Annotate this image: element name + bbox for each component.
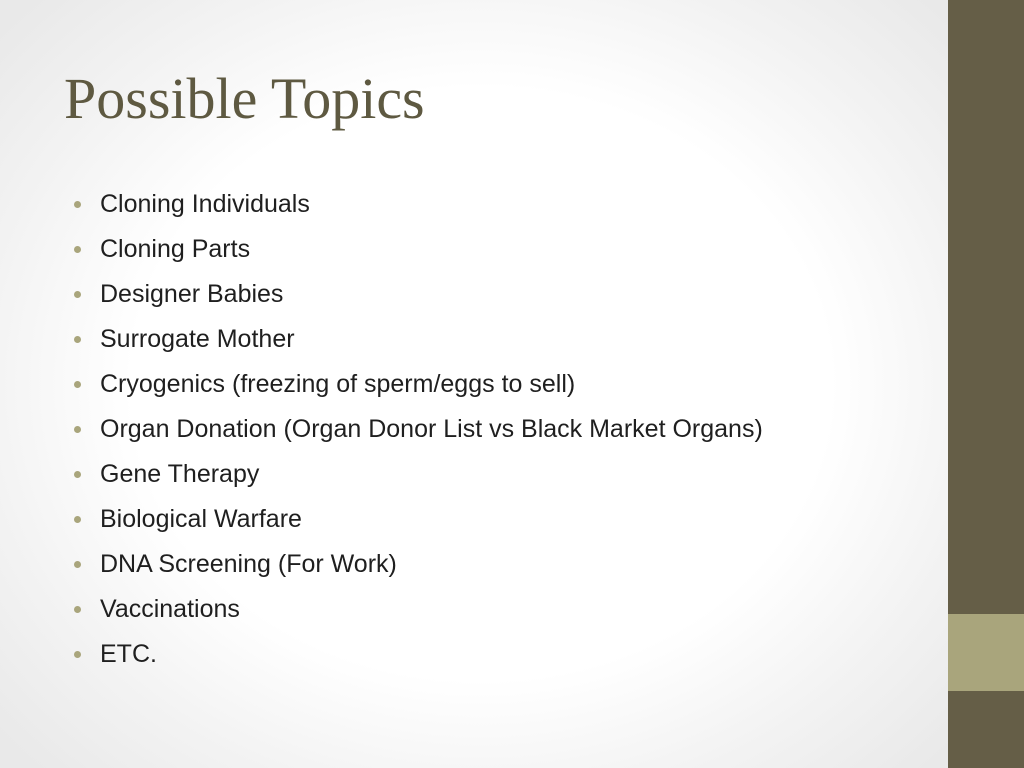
list-item [72,452,763,497]
list-item-text: Gene Therapy [100,460,260,488]
list-item-text: Cloning Parts [100,235,251,263]
slide-title: Possible Topics [64,66,425,131]
list-item [72,317,763,362]
list-item [72,407,763,452]
list-item [72,542,763,587]
bullet-icon [74,336,81,343]
list-item-text: Vaccinations [100,595,240,623]
bullet-icon [74,381,81,388]
topic-list [72,182,763,677]
list-item [72,272,763,317]
side-accent-block [948,614,1024,691]
bullet-icon [74,561,81,568]
bullet-icon [74,651,81,658]
list-item-text: DNA Screening (For Work) [100,550,397,578]
list-item-text: ETC. [100,640,157,668]
list-item-text: Cloning Individuals [100,190,310,218]
bullet-icon [74,516,81,523]
list-item [72,227,763,272]
bullet-icon [74,246,81,253]
list-item [72,497,763,542]
list-item [72,632,763,677]
list-item-text: Designer Babies [100,280,284,308]
list-item-text: Surrogate Mother [100,325,295,353]
bullet-icon [74,291,81,298]
list-item [72,587,763,632]
bullet-icon [74,471,81,478]
list-item [72,182,763,227]
list-item-text: Biological Warfare [100,505,302,533]
list-item-text: Organ Donation (Organ Donor List vs Black Market Organs) [100,415,763,443]
bullet-icon [74,201,81,208]
list-item-text: Cryogenics (freezing of sperm/eggs to sell) [100,370,576,398]
bullet-icon [74,606,81,613]
bullet-icon [74,426,81,433]
list-item [72,362,763,407]
